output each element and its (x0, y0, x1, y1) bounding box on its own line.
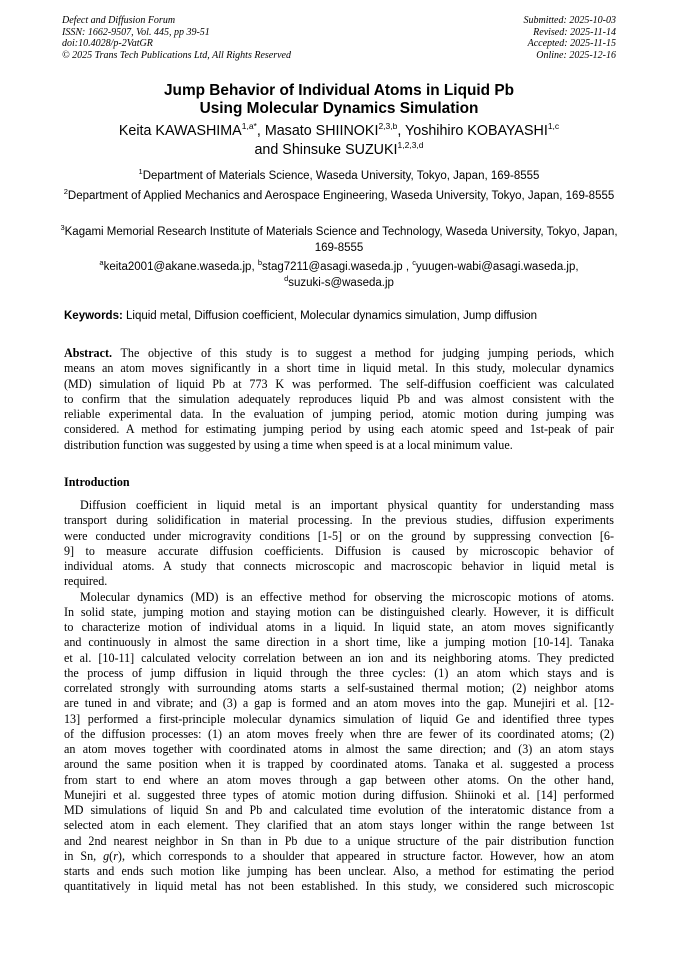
journal-name: Defect and Diffusion Forum (62, 15, 176, 26)
copyright-line: © 2025 Trans Tech Publications Ltd, All Rights Reserved (62, 49, 291, 61)
author-list (40, 122, 638, 160)
math-paren: ) (117, 848, 122, 863)
abstract-line: reliable experimental data. In the evaluation of jumping period, atomic motion during jumping was (64, 407, 614, 421)
affiliation-1 (55, 168, 623, 184)
author-separator: , (256, 123, 265, 139)
author-1: Keita KAWASHIMA (118, 123, 242, 139)
intro-line: In solid state, jumping motion and staying motion can be distinguished clearly. However, it is difficult (64, 604, 614, 619)
math-paren: ( (109, 848, 114, 863)
math-r: r (113, 848, 118, 863)
affiliation-marker: 3 (60, 223, 65, 233)
author-3-affil: 1,c (547, 121, 560, 132)
intro-line: Molecular dynamics (MD) is an effective method for observing the microscopic motions of atoms. (80, 589, 614, 604)
keywords-label: Keywords: (64, 310, 123, 322)
intro-line: an atom moves together with coordinated atoms in almost the same direction; and (3) an atom stays (64, 742, 614, 756)
intro-text: in Sn, (64, 848, 104, 863)
author-and: and (254, 142, 283, 158)
section-heading-introduction: Introduction (64, 475, 130, 489)
dates-info (524, 15, 617, 61)
journal-info (62, 15, 291, 61)
abstract (64, 346, 614, 453)
intro-line: Diffusion coefficient in liquid metal is an important physical quantity for understanding mass (80, 498, 614, 512)
introduction-body (64, 498, 614, 895)
affiliation-2 (55, 188, 623, 204)
email-c[interactable]: yuugen-wabi@asagi.waseda.jp (416, 261, 576, 273)
email-marker: a (99, 258, 104, 268)
intro-line: and 2nd nearest neighbor in Sn than in Pb due to a unique structure of the pair distribution function (64, 833, 614, 848)
intro-line: quantitatively in liquid metal has not been established. In this study, we considered such microscopic (64, 879, 614, 894)
author-separator: , (397, 123, 406, 139)
intro-line: to characterize motion of individual atoms in a liquid. In liquid state, an atom moves significantly (64, 620, 614, 634)
intro-line: 13] performed a first-principle molecular dynamics simulation of liquid Ge and identified three types (64, 711, 614, 726)
submitted-date: Submitted: 2025-10-03 (523, 15, 616, 26)
intro-line: and continuously in almost the same direction in a short time, like a jumping motion [10-14]. Tanaka (64, 635, 614, 650)
abstract-line: means an atom moves significantly in a short time in liquid metal. In this study, molecular dynamics (64, 361, 614, 376)
affiliation-marker: 1 (138, 167, 143, 177)
accepted-date: Accepted: 2025-11-15 (527, 38, 616, 49)
author-3: Yoshihiro KOBAYASHI (405, 123, 548, 139)
intro-line: were conducted under microgravity conditions [1-5] or on the ground by suppressing convection [6- (64, 528, 614, 543)
abstract-line: (MD) simulation of liquid Pb at 773 K was performed. The self-diffusion coefficient was calculated (64, 376, 614, 391)
email-list: $^a$keita2001@akane.waseda.jp, $^b$stag7211@asagi.waseda.jp , $^c$yuugen-wabi@asagi.waseda.jp, $^d$suzuki-s@waseda.jp (99, 258, 579, 289)
intro-line: correlated strongly with surrounding atoms starts a self-sustained thermal motion; (2) neighbor atoms (64, 681, 614, 695)
intro-line: from start to end where an atom moves through a gap between other atoms. On the other hand, (64, 772, 614, 787)
revised-date: Revised: 2025-11-14 (533, 26, 616, 38)
intro-line: required. (64, 574, 108, 589)
author-1-affil: 1,a* (241, 121, 257, 132)
intro-line: Munejiri et al. suggested three types of atomic motion during diffusion. Shiinoki et al. [14] performed (64, 787, 614, 802)
intro-line: et al. [10-11] calculated velocity correlation between an ion and its neighboring atoms. They predicted (64, 650, 614, 665)
abstract-line: to confirm that the simulation adequately reproduces liquid Pb and was almost consistent with the (64, 391, 614, 406)
math-g: g (103, 848, 110, 863)
intro-line: the process of jump diffusion in liquid through the three cycles: (1) an atom which stays and is (64, 665, 614, 680)
email-a[interactable]: keita2001@akane.waseda.jp (103, 261, 252, 273)
affiliation-3 (55, 224, 623, 256)
intro-line: are tuned in and vibrate; and (3) a gap is formed and an atom moves into the gap. Munejiri et al. [12- (64, 696, 614, 711)
keywords-text: Liquid metal, Diffusion coefficient, Molecular dynamics simulation, Jump diffusion (126, 310, 538, 322)
issn-line: ISSN: 1662-9507, Vol. 445, pp 39-51 (62, 26, 210, 38)
intro-line: around the same position when it is trapped by coordinated atoms. Tanaka et al. suggested a process (64, 757, 614, 772)
doi-line[interactable]: doi:10.4028/p-2VatGR (62, 38, 153, 49)
intro-line: MD simulations of liquid Sn and Pb and calculated time evolution of the interatomic distance from a (64, 803, 614, 817)
email-marker: c (412, 258, 416, 268)
intro-paragraph-2 (64, 590, 614, 895)
author-4-affil: 1,2,3,d (397, 140, 424, 151)
abstract-label: Abstract. (64, 346, 113, 360)
email-d[interactable]: suzuki-s@waseda.jp (288, 277, 394, 289)
intro-line: of the diffusion processes: (1) an atom moves freely when thre are fewer of its coordinated atoms; (2) (64, 726, 614, 741)
author-4: Shinsuke SUZUKI (282, 142, 398, 158)
title-line-2: Using Molecular Dynamics Simulation (199, 100, 479, 117)
intro-line: selected atom in each element. They clarified that an atom stays longer within the range between 1st (64, 818, 614, 833)
online-date: Online: 2025-12-16 (536, 49, 616, 61)
intro-line: individual atoms. A study that connects microscopic and macroscopic behavior in liquid metal is (64, 559, 614, 573)
email-marker: b (257, 258, 263, 268)
email-marker: d (284, 274, 289, 284)
abstract-line: distribution function was suggested by using a time when speed is at a local minimum value. (64, 437, 513, 452)
affiliation-text: Department of Applied Mechanics and Aerospace Engineering, Waseda University, Tokyo, Japan, 169-8555 (67, 190, 615, 202)
intro-line: transport during solidification in material processing. In the previous studies, diffusion experiments (64, 513, 614, 528)
intro-paragraph-1 (64, 498, 614, 590)
affiliation-text: Kagami Memorial Research Institute of Materials Science and Technology, Waseda University, Tokyo, Japan, 169-8555 (64, 226, 618, 254)
paper-title (40, 82, 638, 118)
abstract-line (64, 346, 614, 361)
intro-line-gr (64, 849, 614, 864)
intro-line: 9] to measure accurate diffusion coefficients. Diffusion is caused by microscopic behavior of (64, 543, 614, 558)
author-2: Masato SHIINOKI (264, 123, 379, 139)
intro-text: , which corresponds to a shoulder that appeared in structure factor. However, how an atom (121, 848, 614, 863)
affiliation-marker: 2 (63, 187, 68, 197)
keywords (64, 308, 537, 324)
abstract-text: The objective of this study is to suggest a method for judging jumping periods, which (120, 346, 614, 360)
abstract-line: considered. A method for estimating jumping period by using each atomic speed and 1st-peak of pair (64, 422, 614, 437)
title-line-1: Jump Behavior of Individual Atoms in Liquid Pb (163, 82, 514, 99)
email-b[interactable]: stag7211@asagi.waseda.jp (262, 261, 403, 273)
intro-line: starts and ends such motion like jumping has been unclear. Also, a method for estimating the period (64, 864, 614, 878)
affiliation-text: Department of Materials Science, Waseda University, Tokyo, Japan, 169-8555 (142, 170, 540, 182)
author-2-affil: 2,3,b (378, 121, 398, 132)
